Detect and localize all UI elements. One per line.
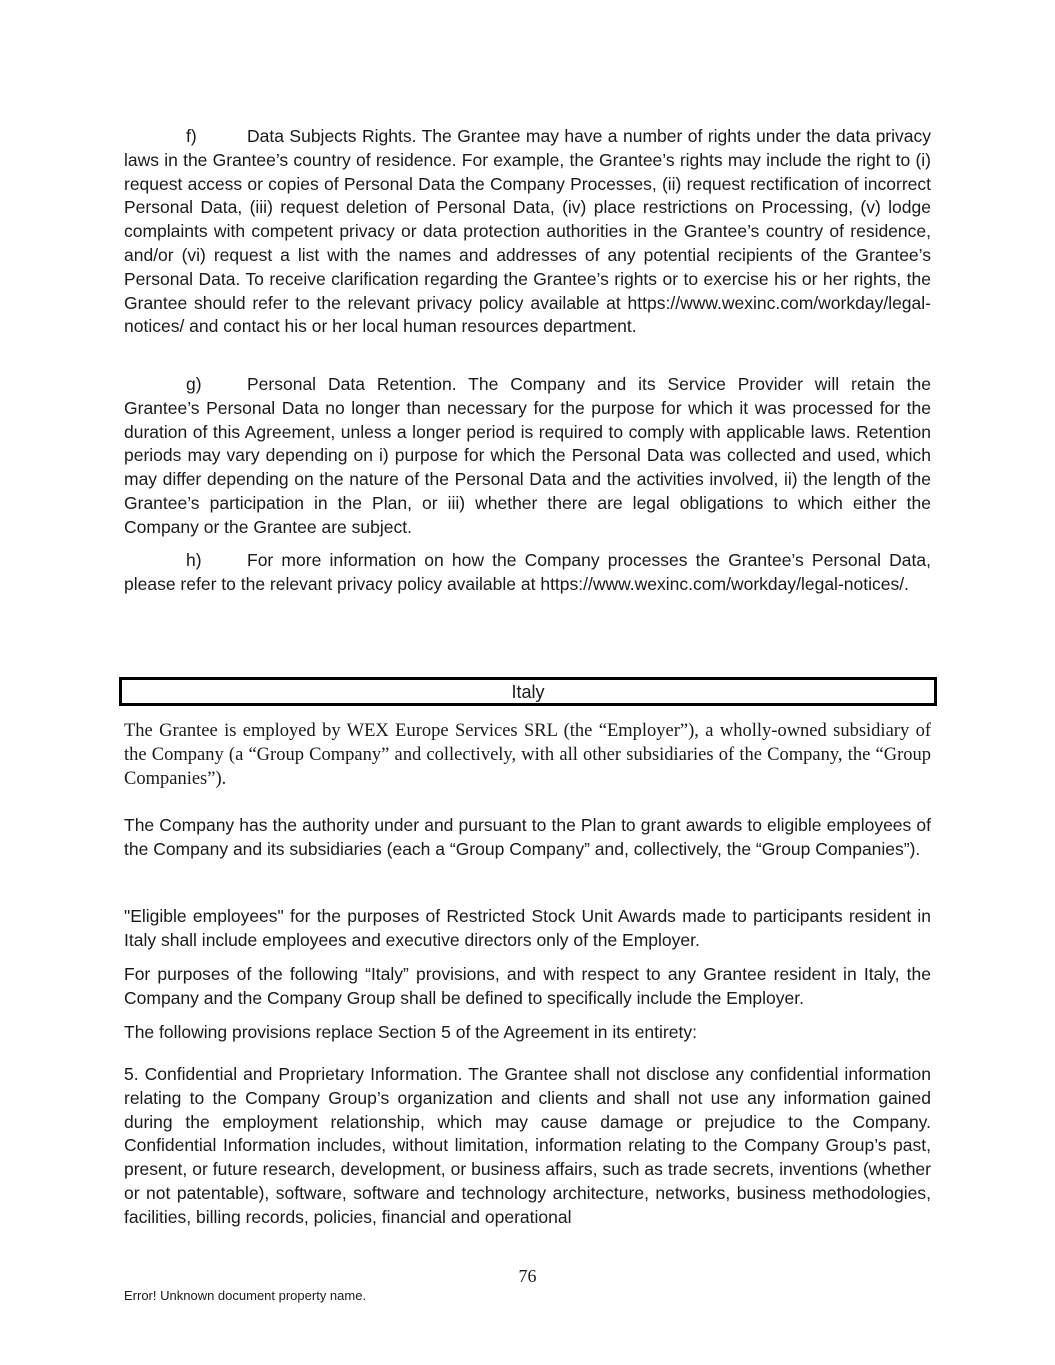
italy-authority-paragraph: The Company has the authority under and pursuant to the Plan to grant awards to eligible employees of the Company and its subsidiaries (each a “Group Company” and, collectively, the “Group Companies”). xyxy=(124,815,931,859)
paragraph-h xyxy=(124,549,931,597)
paragraph-h-label: h) xyxy=(186,550,202,570)
footer-note: Error! Unknown document property name. xyxy=(124,1288,367,1303)
paragraph-h-text: For more information on how the Company processes the Grantee’s Personal Data, please refer to the relevant privacy policy available at https://www.wexinc.com/workday/legal-notices/. xyxy=(124,550,931,594)
section-heading-italy xyxy=(119,677,937,706)
italy-eligible-paragraph: "Eligible employees" for the purposes of Restricted Stock Unit Awards made to participants resident in Italy shall include employees and executive directors only of the Employer. xyxy=(124,906,931,950)
italy-replace-paragraph: The following provisions replace Section 5 of the Agreement in its entirety: xyxy=(124,1022,697,1042)
italy-employer-paragraph: The Grantee is employed by WEX Europe Services SRL (the “Employer”), a wholly-owned subsidiary of the Company (a “Group Company” and collectively, with all other subsidiaries of the Company, the “Group Companies”). xyxy=(124,721,931,789)
paragraph-f-text: Data Subjects Rights. The Grantee may have a number of rights under the data privacy laws in the Grantee’s country of residence. For example, the Grantee’s rights may include the right to (i) request access or copies of Personal Data the Company Processes, (ii) request rectification of incorrect Personal Data, (iii) request deletion of Personal Data, (iv) place restrictions on Processing, (v) lodge complaints with competent privacy or data protection authorities in the Grantee’s country of residence, and/or (vi) request a list with the names and addresses of any potential recipients of the Grantee’s Personal Data. To receive clarification regarding the Grantee’s rights or to exercise his or her rights, the Grantee should refer to the relevant privacy policy available at https://www.wexinc.com/workday/legal-notices/ and contact his or her local human resources department. xyxy=(124,126,931,337)
paragraph-g xyxy=(124,373,931,540)
section-title: Italy xyxy=(511,682,545,702)
page-number: 76 xyxy=(518,1266,537,1286)
paragraph-g-text: Personal Data Retention. The Company and its Service Provider will retain the Grantee’s Personal Data no longer than necessary for the purpose for which it was processed for the duration of this Agreement, unless a longer period is required to comply with applicable laws. Retention periods may vary depending on i) purpose for which the Personal Data was collected and used, which may differ depending on the nature of the Personal Data and the activities involved, ii) the length of the Grantee’s participation in the Plan, or iii) whether there are legal obligations to which either the Company or the Grantee are subject. xyxy=(124,374,931,537)
confidential-information-paragraph: 5. Confidential and Proprietary Information. The Grantee shall not disclose any confidential information relating to the Company Group’s organization and clients and shall not use any information gained during the employment relationship, which may cause damage or prejudice to the Company. Confidential Information includes, without limitation, information relating to the Company Group’s past, present, or future research, development, or business affairs, such as trade secrets, inventions (whether or not patentable), software, software and technology architecture, networks, business methodologies, facilities, billing records, policies, financial and operational xyxy=(124,1064,931,1227)
paragraph-f xyxy=(124,125,931,339)
paragraph-g-label: g) xyxy=(186,374,202,394)
italy-purposes-paragraph: For purposes of the following “Italy” provisions, and with respect to any Grantee resident in Italy, the Company and the Company Group shall be defined to specifically include the Employer. xyxy=(124,964,931,1008)
paragraph-f-label: f) xyxy=(186,126,197,146)
